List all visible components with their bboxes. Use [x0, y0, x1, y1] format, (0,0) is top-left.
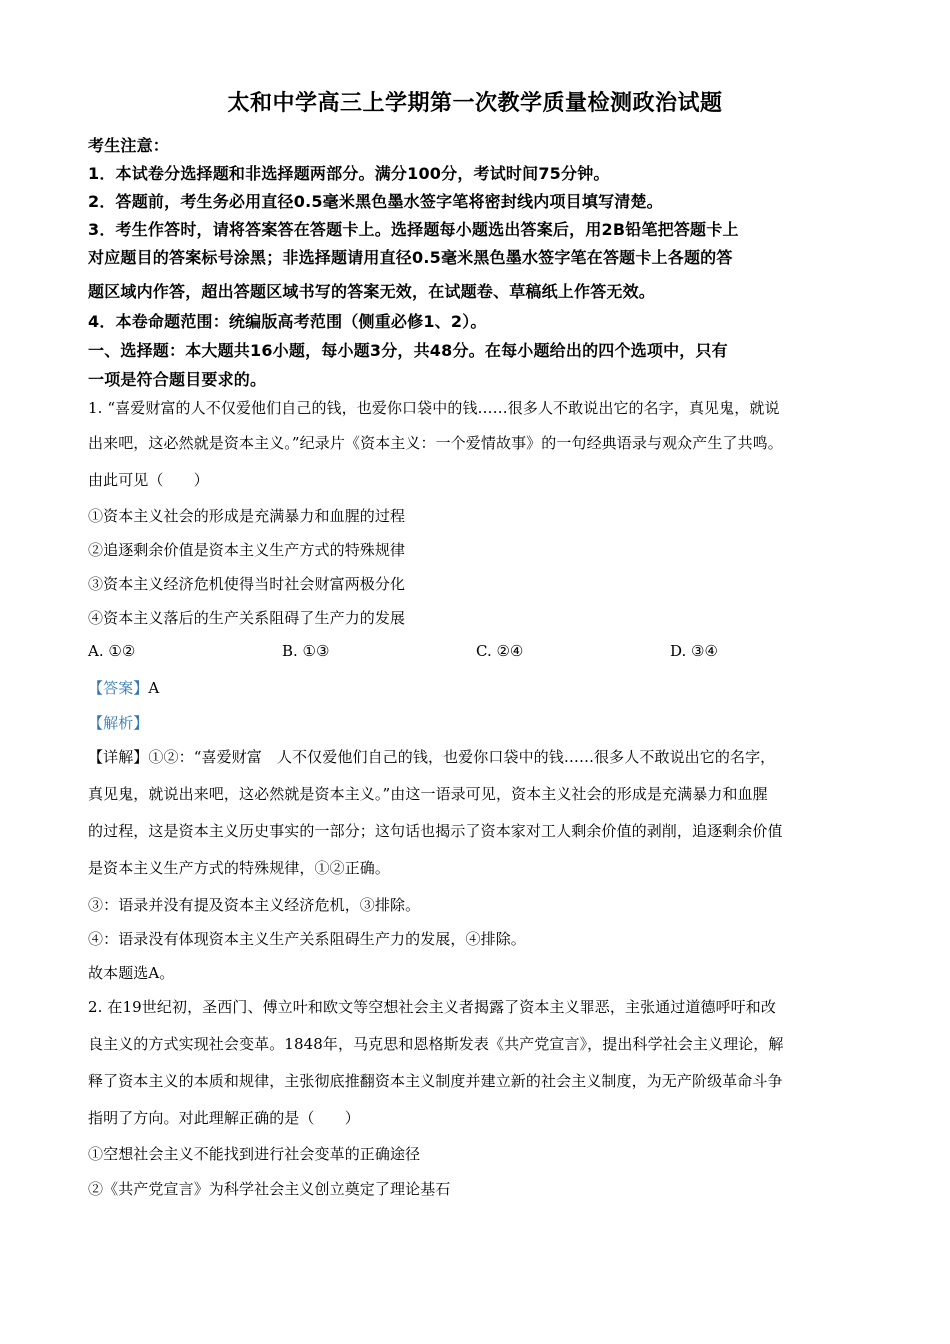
q1-detail-line-1	[88, 746, 775, 767]
q2-stem-line-3: 释了资本主义的本质和规律，主张彻底推翻资本主义制度并建立新的社会主义制度，为无产阶级革命斗争	[88, 1072, 783, 1090]
q1-detail-line-2: 真见鬼，就说出来吧，这必然就是资本主义。”由这一语录可见，资本主义社会的形成是充满暴力和血腥	[88, 785, 768, 803]
q2-statement-2: ②《共产党宣言》为科学社会主义创立奠定了理论基石	[88, 1180, 451, 1198]
q1-stem-line-3: 由此可见（ ）	[88, 471, 209, 489]
q1-detail-line-6: ④：语录没有体现资本主义生产关系阻碍生产力的发展，④排除。	[88, 930, 526, 948]
q1-option-b: B. ①③	[282, 642, 330, 660]
analysis-tag: 【解析】	[88, 714, 149, 732]
q1-option-d: D. ③④	[670, 642, 718, 660]
q1-statement-2: ②追逐剩余价值是资本主义生产方式的特殊规律	[88, 541, 406, 559]
detail-text: ①②：“喜爱财富 人不仅爱他们自己的钱，也爱你口袋中的钱……很多人不敢说出它的名字，	[148, 748, 776, 766]
section-heading-line-2: 一项是符合题目要求的。	[88, 370, 267, 389]
q1-answer	[88, 677, 159, 698]
q2-stem-line-4: 指明了方向。对此理解正确的是（ ）	[88, 1109, 360, 1127]
q1-conclusion: 故本题选A。	[88, 964, 175, 982]
notice-line-2: 2．答题前，考生务必用直径0.5毫米黑色墨水签字笔将密封线内项目填写清楚。	[88, 192, 663, 211]
notice-line-1: 1．本试卷分选择题和非选择题两部分。满分100分，考试时间75分钟。	[88, 164, 610, 183]
exam-title: 太和中学高三上学期第一次教学质量检测政治试题	[227, 91, 723, 116]
q2-statement-1: ①空想社会主义不能找到进行社会变革的正确途径	[88, 1145, 421, 1163]
q2-stem-line-2: 良主义的方式实现社会变革。1848年，马克思和恩格斯发表《共产党宣言》，提出科学社会主义理论，解	[88, 1035, 784, 1053]
notice-line-3: 3．考生作答时，请将答案答在答题卡上。选择题每小题选出答案后，用2B铅笔把答题卡上	[88, 220, 739, 239]
q1-detail-line-5: ③：语录并没有提及资本主义经济危机，③排除。	[88, 896, 421, 914]
detail-tag: 【详解】	[88, 748, 149, 766]
q1-detail-line-3: 的过程，这是资本主义历史事实的一部分；这句话也揭示了资本家对工人剩余价值的剥削，追逐剩余价值	[88, 822, 783, 840]
notice-line-6: 4．本卷命题范围：统编版高考范围（侧重必修1、2）。	[88, 312, 487, 331]
q1-statement-1: ①资本主义社会的形成是充满暴力和血腥的过程	[88, 507, 406, 525]
q1-detail-line-4: 是资本主义生产方式的特殊规律，①②正确。	[88, 859, 391, 877]
notice-line-5: 题区域内作答，超出答题区域书写的答案无效，在试题卷、草稿纸上作答无效。	[88, 282, 656, 301]
answer-tag: 【答案】	[88, 679, 149, 697]
q1-statement-4: ④资本主义落后的生产关系阻碍了生产力的发展	[88, 609, 406, 627]
notice-line-4: 对应题目的答案标号涂黑；非选择题请用直径0.5毫米黑色墨水签字笔在答题卡上各题的答	[88, 248, 733, 267]
q1-option-c: C. ②④	[476, 642, 524, 660]
q1-stem-line-2: 出来吧，这必然就是资本主义。”纪录片《资本主义：一个爱情故事》的一句经典语录与观众产生了共鸣。	[88, 434, 783, 452]
q1-statement-3: ③资本主义经济危机使得当时社会财富两极分化	[88, 575, 406, 593]
section-heading-line-1: 一、选择题：本大题共16小题，每小题3分，共48分。在每小题给出的四个选项中，只有	[88, 341, 728, 360]
q1-stem-line-1: 1. “喜爱财富的人不仅爱他们自己的钱，也爱你口袋中的钱……很多人不敢说出它的名字，真见鬼，就说	[88, 399, 780, 417]
notice-heading: 考生注意：	[88, 136, 170, 155]
q2-stem-line-1: 2. 在19世纪初，圣西门、傅立叶和欧文等空想社会主义者揭露了资本主义罪恶，主张通过道德呼吁和改	[88, 998, 776, 1016]
q1-option-a: A. ①②	[88, 642, 136, 660]
answer-value: A	[148, 679, 160, 697]
